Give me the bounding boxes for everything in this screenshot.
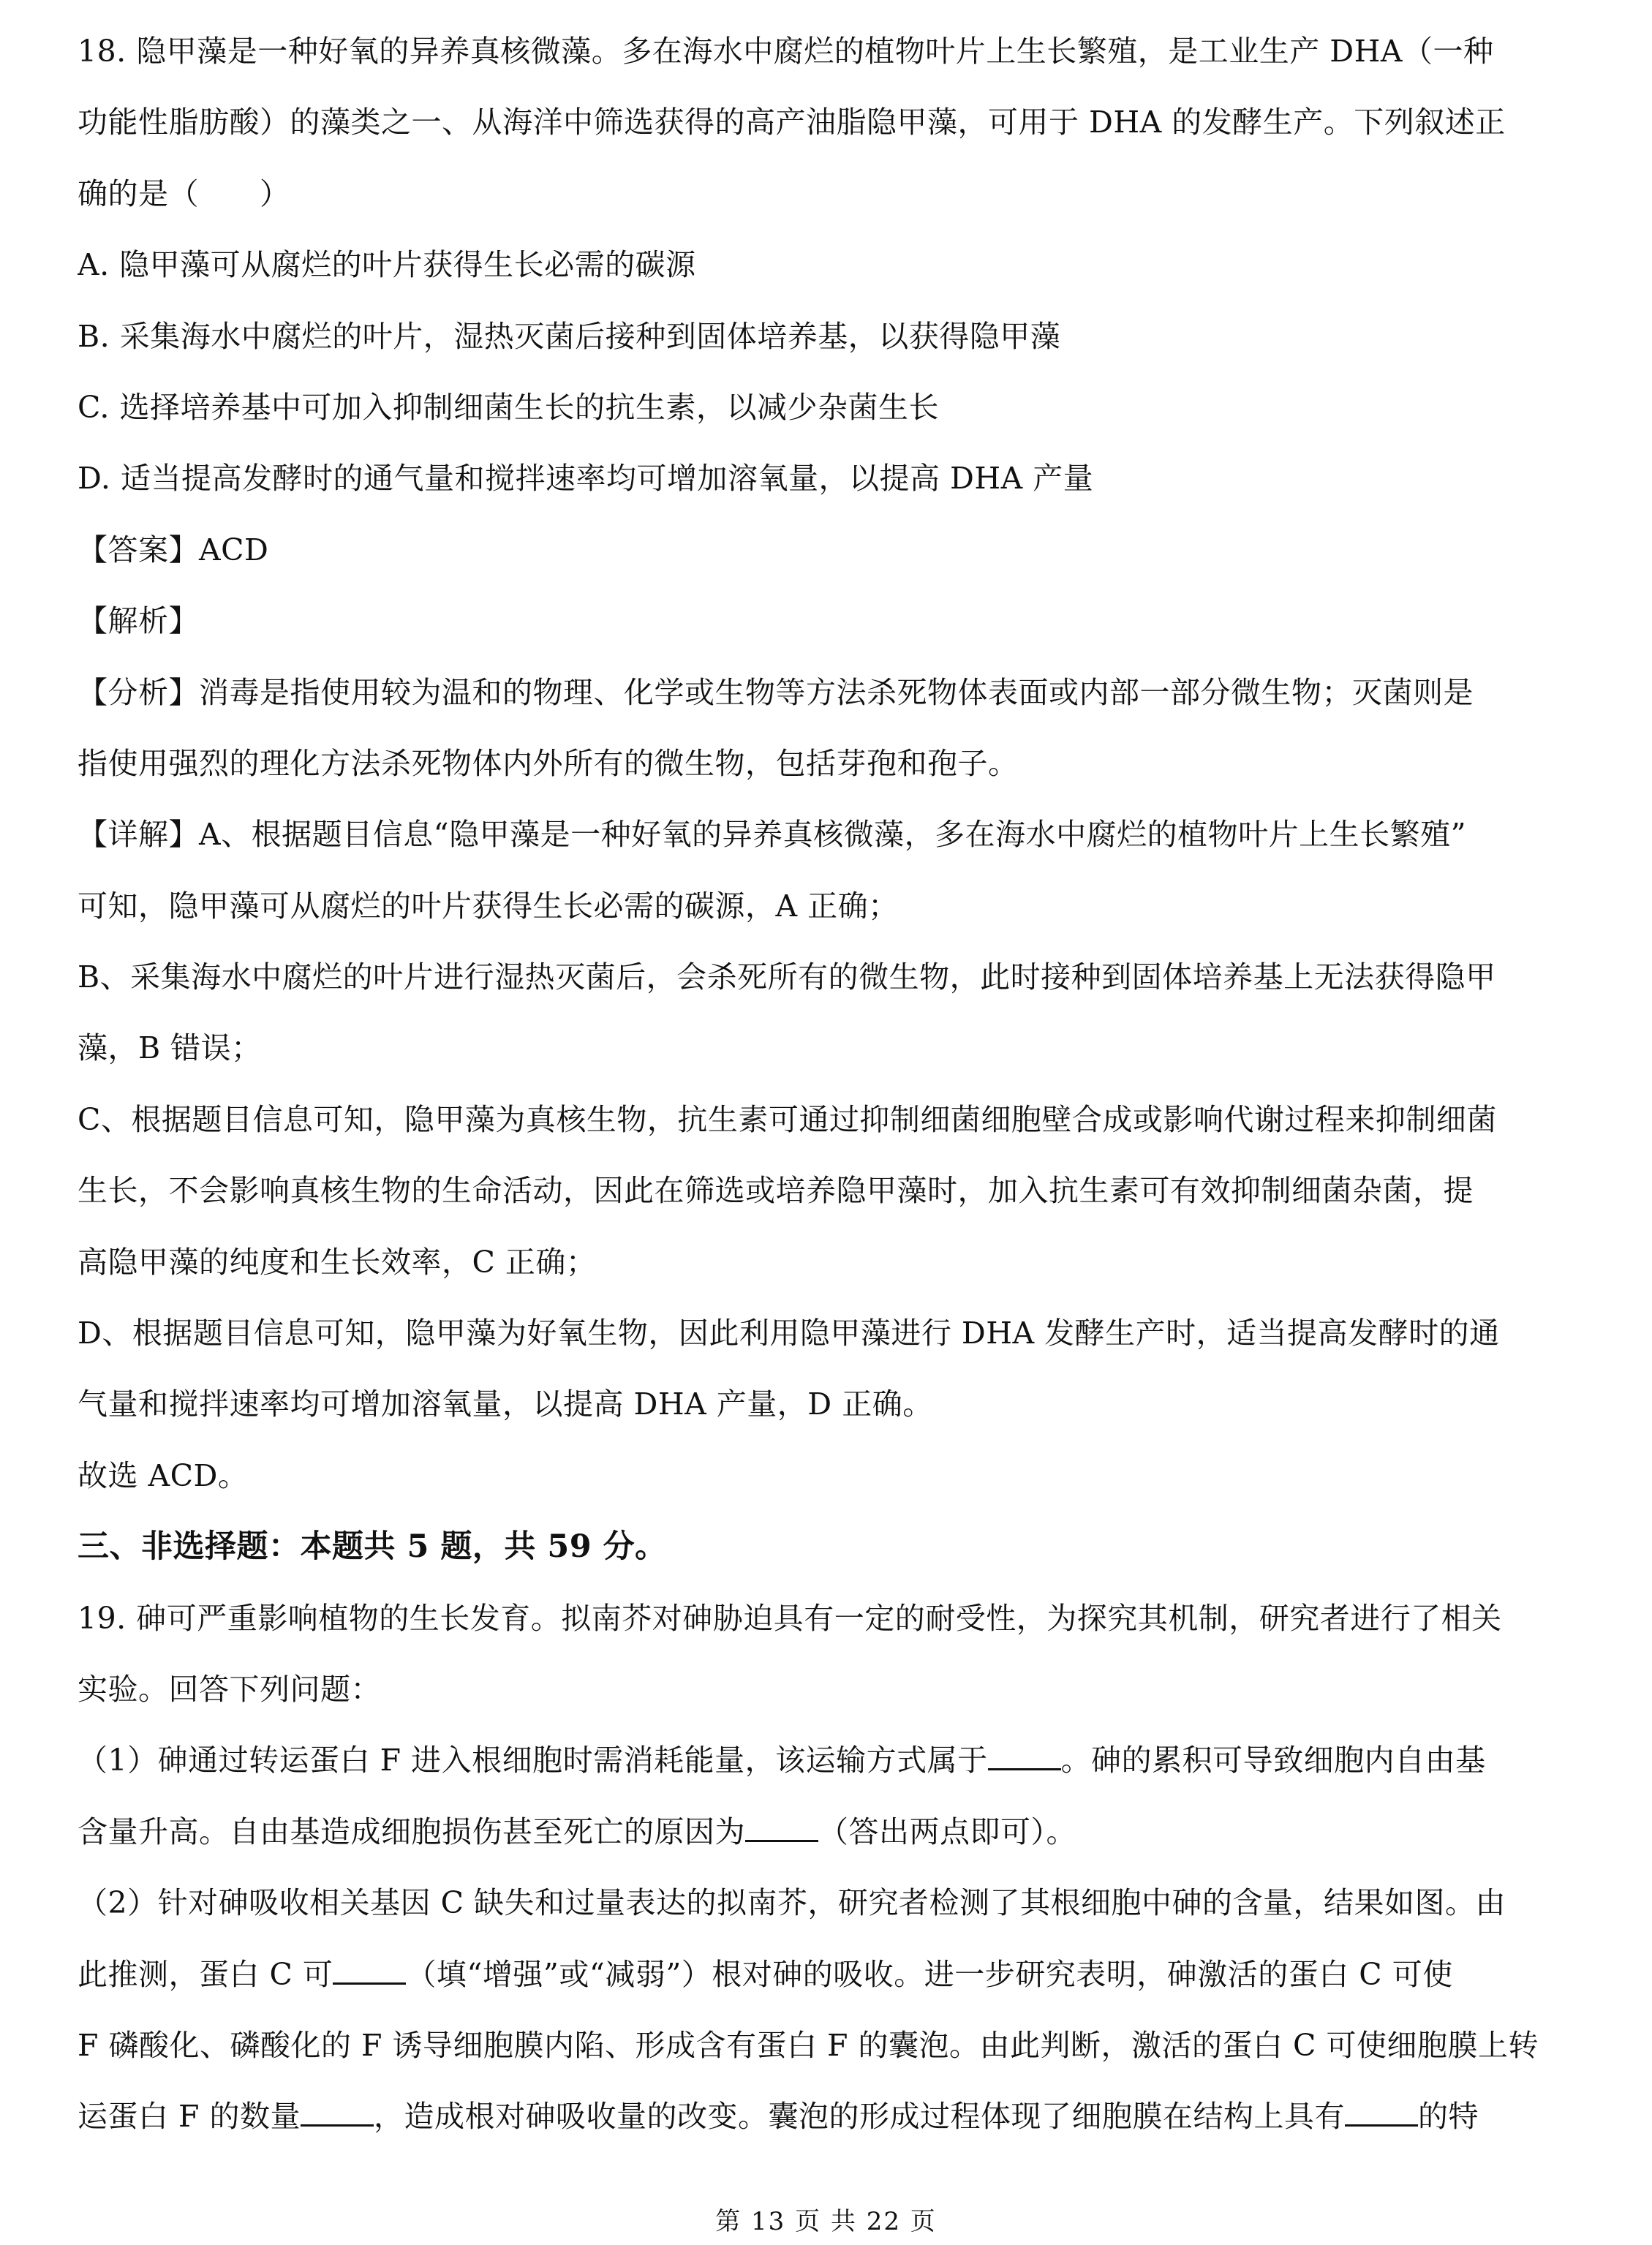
q18-stem-line: 功能性脂肪酸）的藻类之一、从海洋中筛选获得的高产油脂隐甲藻，可用于 DHA 的发酵生产。下列叙述正	[78, 105, 1506, 140]
explanation-line: 指使用强烈的理化方法杀死物体内外所有的微生物，包括芽孢和孢子。	[78, 745, 1019, 781]
question-18	[78, 16, 1569, 1512]
answer-blank	[745, 1818, 818, 1842]
section-title: 三、非选择题：本题共 5 题，共 59 分。	[78, 1528, 667, 1566]
q19-part2-line: （2）针对砷吸收相关基因 C 缺失和过量表达的拟南芥，研究者检测了其根细胞中砷的含量，结果如图。由	[78, 1885, 1506, 1921]
explanation-line: 生长，不会影响真核生物的生命活动，因此在筛选或培养隐甲藻时，加入抗生素可有效抑制细菌杂菌，提	[78, 1173, 1474, 1209]
q18-option-a: A. 隐甲藻可从腐烂的叶片获得生长必需的碳源	[78, 247, 696, 283]
q18-stem-line: 确的是（ ）	[78, 176, 290, 211]
explanation-line: 故选 ACD。	[78, 1457, 249, 1493]
q19-part1-line: （1）砷通过转运蛋白 F 进入根细胞时需消耗能量，该运输方式属于 。砷的累积可导致细胞内自由基	[78, 1743, 1486, 1778]
answer-blank	[1345, 2102, 1418, 2127]
explanation-line: 可知，隐甲藻可从腐烂的叶片获得生长必需的碳源，A 正确；	[78, 888, 899, 924]
q18-option-d: D. 适当提高发酵时的通气量和搅拌速率均可增加溶氧量，以提高 DHA 产量	[78, 461, 1094, 497]
q19-part2-line: 运蛋白 F 的数量 ，造成根对砷吸收量的改变。囊泡的形成过程体现了细胞膜在结构上具有 的特	[78, 2099, 1479, 2135]
q19-part2-line: 此推测，蛋白 C 可 （填“增强”或“减弱”）根对砷的吸收。进一步研究表明，砷激活的蛋白 C 可使	[78, 1956, 1453, 1992]
document-page	[78, 16, 1569, 2153]
explanation-line: D、根据题目信息可知，隐甲藻为好氧生物，因此利用隐甲藻进行 DHA 发酵生产时，适当提高发酵时的通	[78, 1316, 1500, 1351]
q19-stem-line: 实验。回答下列问题：	[78, 1671, 381, 1707]
answer-blank	[988, 1746, 1061, 1770]
explanation-line: 【分析】消毒是指使用较为温和的物理、化学或生物等方法杀死物体表面或内部一部分微生物；灭菌则是	[78, 674, 1474, 710]
answer-blank	[301, 2102, 374, 2127]
explanation-line: 高隐甲藻的纯度和生长效率，C 正确；	[78, 1244, 597, 1280]
q18-option-b: B. 采集海水中腐烂的叶片，湿热灭菌后接种到固体培养基，以获得隐甲藻	[78, 318, 1061, 354]
question-19	[78, 1583, 1569, 2153]
q18-answer: 【答案】ACD	[78, 532, 269, 567]
explanation-line: 气量和搅拌速率均可增加溶氧量，以提高 DHA 产量，D 正确。	[78, 1386, 933, 1422]
explanation-line: B、采集海水中腐烂的叶片进行湿热灭菌后，会杀死所有的微生物，此时接种到固体培养基上无法获得隐甲	[78, 959, 1496, 995]
page-number: 第 13 页 共 22 页	[715, 2207, 937, 2236]
q19-part1-line: 含量升高。自由基造成细胞损伤甚至死亡的原因为 （答出两点即可）。	[78, 1814, 1076, 1849]
explanation-line: C、根据题目信息可知，隐甲藻为真核生物，抗生素可通过抑制细菌细胞壁合成或影响代谢过程来抑制细菌	[78, 1101, 1497, 1137]
explanation-line: 藻，B 错误；	[78, 1030, 262, 1066]
answer-blank	[333, 1961, 406, 1985]
q19-part2-line: F 磷酸化、磷酸化的 F 诱导细胞膜内陷、形成含有蛋白 F 的囊泡。由此判断，激活的蛋白 C 可使细胞膜上转	[78, 2027, 1539, 2063]
q18-stem-line: 18. 隐甲藻是一种好氧的异养真核微藻。多在海水中腐烂的植物叶片上生长繁殖，是工业生产 DHA（一种	[78, 34, 1494, 69]
q19-stem-line: 19. 砷可严重影响植物的生长发育。拟南芥对砷胁迫具有一定的耐受性，为探究其机制，研究者进行了相关	[78, 1600, 1502, 1636]
q18-option-c: C. 选择培养基中可加入抑制细菌生长的抗生素，以减少杂菌生长	[78, 389, 939, 425]
explanation-line: 【详解】A、根据题目信息“隐甲藻是一种好氧的异养真核微藻，多在海水中腐烂的植物叶片上生长繁殖”	[78, 817, 1467, 853]
q18-analysis-label: 【解析】	[78, 603, 199, 639]
